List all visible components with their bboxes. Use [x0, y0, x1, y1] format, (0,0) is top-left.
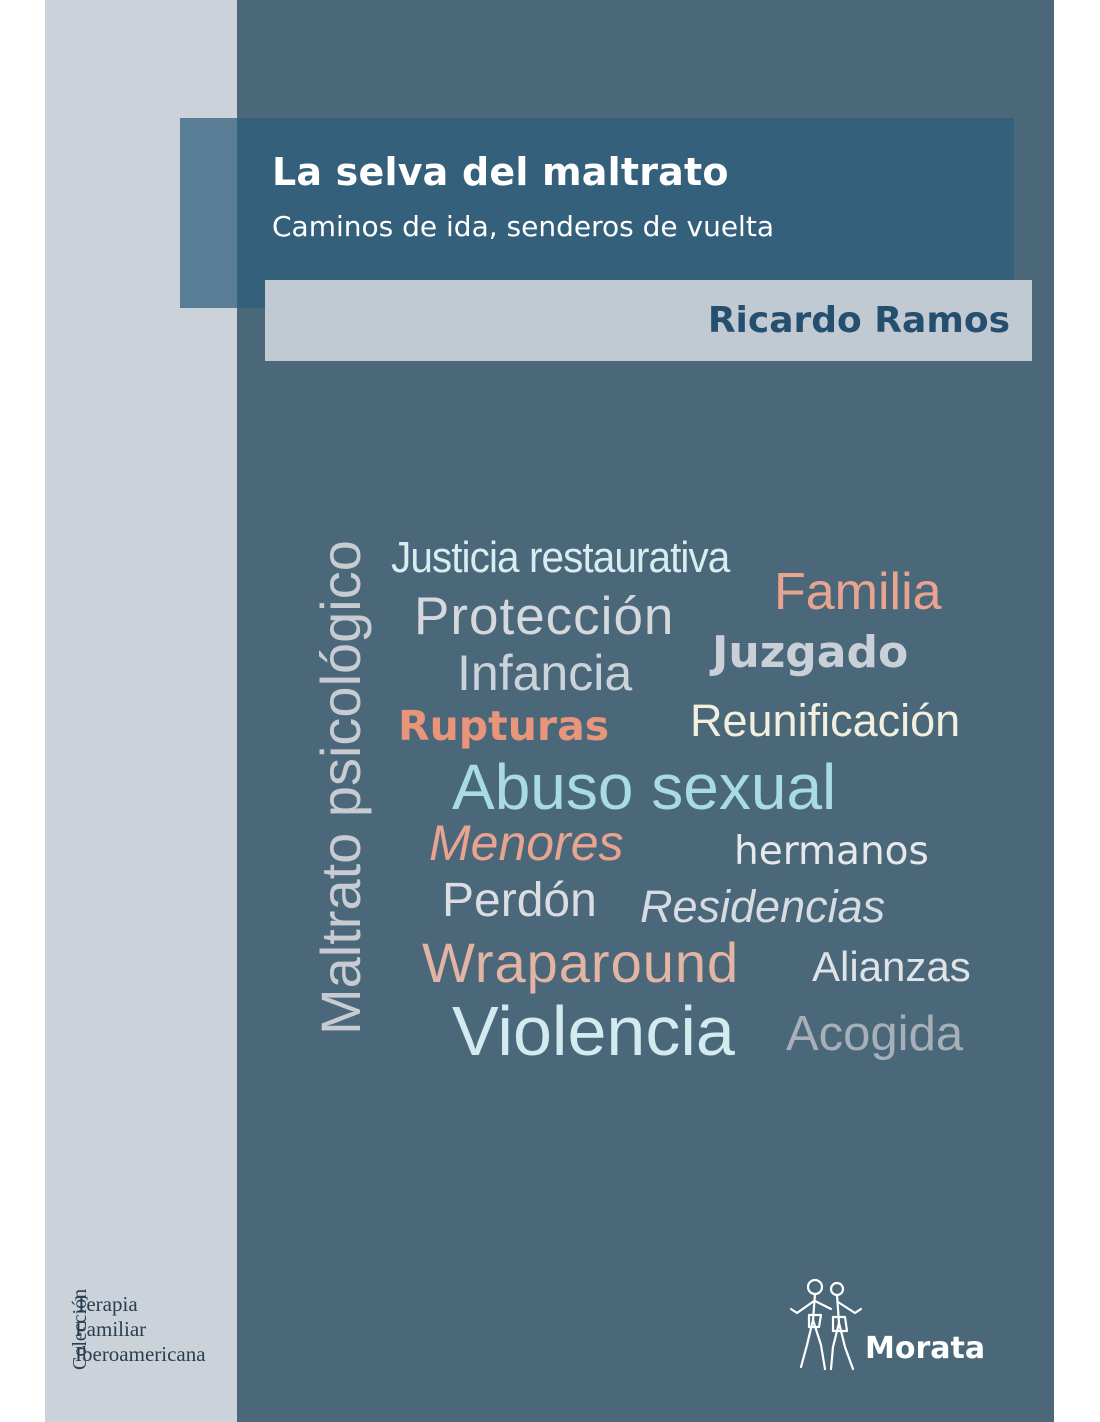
author-name: Ricardo Ramos — [707, 300, 1010, 341]
collection-label: Colección — [69, 1288, 91, 1370]
publisher-name: Morata — [865, 1331, 986, 1366]
word-familia: Familia — [774, 563, 942, 621]
book-title: La selva del maltrato — [272, 150, 729, 194]
author-band — [265, 280, 1032, 361]
word-menores: Menores — [429, 815, 624, 871]
word-infancia: Infancia — [457, 645, 633, 701]
word-alianzas: Alianzas — [812, 943, 971, 990]
word-reunificacion: Reunificación — [690, 695, 961, 746]
series-line-2: Familiar — [75, 1317, 147, 1341]
series-line-3: Iberoamericana — [75, 1342, 206, 1366]
word-rupturas: Rupturas — [398, 702, 610, 750]
word-hermanos: hermanos — [734, 829, 929, 874]
word-vertical: Maltrato psicológico — [309, 540, 372, 1035]
word-acogida: Acogida — [786, 1007, 964, 1061]
word-justicia: Justicia restaurativa — [391, 533, 730, 582]
word-proteccion: Protección — [414, 587, 675, 646]
word-residencias: Residencias — [640, 881, 886, 932]
publisher-logo-icon — [785, 1275, 867, 1375]
word-perdon: Perdón — [442, 874, 597, 927]
title-band-accent — [180, 118, 237, 308]
word-abuso-sexual: Abuso sexual — [452, 751, 837, 823]
word-violencia: Violencia — [452, 992, 735, 1070]
word-wraparound: Wraparound — [422, 931, 740, 994]
word-juzgado: Juzgado — [712, 627, 909, 678]
book-subtitle: Caminos de ida, senderos de vuelta — [272, 210, 774, 243]
series-line-1: Terapia — [75, 1292, 138, 1316]
series-name — [75, 1292, 206, 1367]
